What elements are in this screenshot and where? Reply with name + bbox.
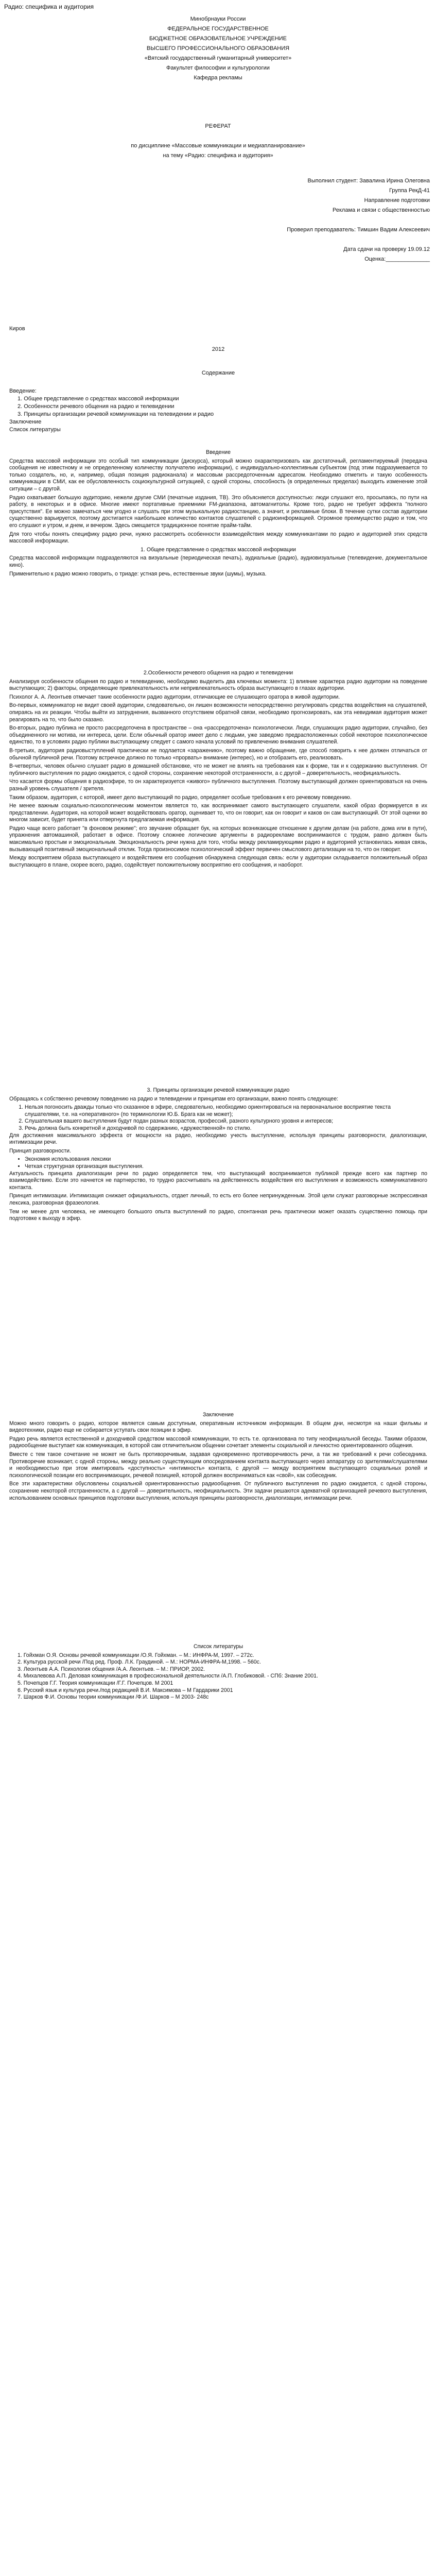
toc-conclusion: Заключение xyxy=(9,419,42,425)
paragraph: Таким образом, аудитория, с которой, имеет дело выступающий по радио, определяет особые требования к его речевому поведению. xyxy=(9,794,352,801)
grade-line: Оценка:______________ xyxy=(364,256,430,262)
author-line: Направление подготовки xyxy=(364,197,430,204)
header-line: БЮДЖЕТНОЕ ОБРАЗОВАТЕЛЬНОЕ УЧРЕЖДЕНИЕ xyxy=(149,36,287,42)
paragraph: Актуальность принципа диалогизации речи по радио определяется тем, что выступающий воспринимается публикой прежде всего как партнер по взаимодействию. Если это начнется не партнерство, то трудно рассчитывать на действенность воздействия его выступления и возможность коммуникативного контакта. xyxy=(9,1170,427,1191)
section-heading: 2.Особенности речевого общения на радио и телевидении xyxy=(143,670,293,676)
paragraph: Не менее важным социально-психологическим моментом является то, как воспринимает самого выступающего слушатели, какой образ формируется в их представлении. Аудитория, на которой может воздействовать оратор, оценивает то, что он говорит, как он говорит и каков он сам выступающий. От этой оценки во многом зависит, будет принята или отвергнута предлагаемая информация. xyxy=(9,803,427,823)
paragraph: В-четвертых, человек обычно слушает радио в домашней обстановке, что не может не влиять на требования как к форме, так и к содержанию выступления. От публичного выступления по радио ожидается, с одной стороны, сохранение некоторой отстраненности, а с другой – доверительность, неофициальность. xyxy=(9,763,427,776)
city-line: Киров xyxy=(9,326,25,332)
section-3 xyxy=(9,1087,427,1224)
institution-header xyxy=(0,14,436,83)
header-line: Минобрнауки России xyxy=(190,16,246,22)
introduction-section xyxy=(9,449,427,579)
toc-item: 3. Принципы организации речевой коммуникации на телевидении и радио xyxy=(18,411,214,417)
discipline-line: по дисциплине «Массовые коммуникации и медиапланирование» xyxy=(131,143,305,149)
referat-label: РЕФЕРАТ xyxy=(205,123,231,129)
reference-item: 1. Гойхман О.Я. Основы речевой коммуникации /О.Я. Гойхман. – М.: ИНФРА-М, 1997. – 272с. xyxy=(18,1652,254,1658)
list-item: • Экономия использования лексики xyxy=(25,1156,427,1163)
paragraph: Можно много говорить о радио, которое является самым доступным, оперативным источником информации. В общем дни, несмотря на наши фильмы и видеотехники, радио еще не собирается уступать свои позиции в эфир. xyxy=(9,1420,427,1434)
header-line: «Вятский государственный гуманитарный университет» xyxy=(144,55,292,61)
section-heading: 3. Принципы организации речевой коммуникации радио xyxy=(147,1087,290,1093)
paragraph: Между восприятием образа выступающего и воздействием его сообщения обнаружена следующая связь: если у аудитории складывается положительный образ выступающего в плане, скорее всего, радио, содействует положительному восприятию его сообщения, и наоборот. xyxy=(9,855,427,868)
conclusion-section xyxy=(9,1412,427,1503)
reference-item: 7. Шарков Ф.И. Основы теории коммуникации /Ф.И. Шарков – М 2003- 248с xyxy=(18,1694,209,1701)
header-line: Факультет философии и культурологии xyxy=(166,65,270,71)
year-line: 2012 xyxy=(212,346,225,352)
paragraph: Тем не менее для человека, не имеющего большого опыта выступлений по радио, спонтанная речь практически может оказать существенно помощь при подготовке к выходу в эфир. xyxy=(9,1208,427,1222)
list-item: 2. Слушательная вашего выступления будут подан разных возрастов, профессий, разного культурного уровня и интересов; xyxy=(25,1118,427,1125)
paragraph: Во-первых, коммуникатор не видит своей аудитории, следовательно, он лишен возможности непосредственно регулировать средства воздействия на слушателей, опираясь на их реакции. Чтобы выйти из затруднения, вызванного отсутствием обратной связи, необходимо прогнозировать, как эта невидимая аудитория может реагировать на то, что было сказано. xyxy=(9,702,427,723)
paragraph: Применительно к радио можно говорить, о триаде: устная речь, естественные звуки (шумы), музыка. xyxy=(9,570,267,577)
header-line: Кафедра рекламы xyxy=(194,75,242,81)
list-item: • Четкая структурная организация выступления. xyxy=(25,1163,427,1171)
paragraph: Радио чаще всего работает "в фоновом режиме"; его звучание обращает бук, на которых возникающие отношение к другим делам (на работе, дома или в пути), упражнения автомашиной, работает в офисе. Поэтому сложнее логические аргументы в радиорекламе воспринимаются с трудом, равно должен быть максимально простым и эмоциональным. Эмоциональность речи нужна для того, чтобы между рекламирующими радио и аудиторией установилась живая связь, вызывающий позитивный эмоциональный отклик. Тогда произносимое психологический эффект первичен смыслового детализации на то, что он говорит. xyxy=(9,825,427,853)
paragraph: Что касается формы общения в радиоэфире, то он характеризуется «живого» публичного выступления. Поэтому выступающий должен ориентироваться на очень разный уровень слушателя / зрителя. xyxy=(9,778,427,792)
paragraph: Анализируя особенности общения по радио и телевидению, необходимо выделить два ключевых момента: 1) влияние характера радио аудитории на поведение выступающих; 2) факторы, определяющие привлекательность или непривлекательность образа выступающего в глазах аудитории. xyxy=(9,678,427,692)
document-title: Радио: специфика и аудитория xyxy=(4,3,94,10)
paragraph: Для достижения максимального эффекта от мощности на радио, необходимо учесть выступление, используя принципы разговорности, диалогизации, интимизации речи. xyxy=(9,1132,427,1146)
list-item: 3. Речь должна быть конкретной и доходчивой по содержанию, «дружественной» по стилю. xyxy=(25,1125,427,1132)
reference-item: 4. Михалевова А.П. Деловая коммуникация в профессиональной деятельности /А.П. Глобиковой. - СПб: Знание 2001. xyxy=(18,1673,318,1680)
header-line: ФЕДЕРАЛЬНОЕ ГОСУДАРСТВЕННОЕ xyxy=(167,26,269,32)
section-heading: Введение xyxy=(206,449,231,455)
reference-item: 5. Почепцов Г.Г. Теория коммуникации /Г.Г. Почепцов. М 2001 xyxy=(18,1680,173,1686)
toc-intro: Введение: xyxy=(9,388,37,394)
checked-line: Проверил преподаватель: Тимшин Вадим Алексеевич xyxy=(287,227,430,233)
list-item: 1. Нельзя погоносить дважды только что сказанное в эфире, следовательно, необходимо ориентироваться на первоначальное восприятие текста слушателями, т.е. на «оперативного» (по терминологии Ю.Б. Брага как не может); xyxy=(25,1104,427,1118)
reference-item: 2. Культура русской речи /Под ред. Проф. Л.К. Граудиной. – М.: НОРМА-ИНФРА-М,1998. – 560с. xyxy=(18,1659,261,1666)
paragraph: Все эти характеристики обусловлены социальной ориентированностью радиообщения. От публичного выступления по радио ожидается, с одной стороны, сохранение некоторой отстраненности, а с другой — доверительность, неофициальность. Эти задачи решаются адекватной организацией речевого выступления, использованием основных принципов подготовки выступления, используя принципы разговорности, диалогизации, интимизации речи. xyxy=(9,1481,427,1501)
paragraph: Принцип разговорности. xyxy=(9,1147,72,1154)
paragraph: Обращаясь к собственно речевому поведению на радио и телевидении и принципам его организации, важно понять следующее: xyxy=(9,1095,339,1102)
section-heading: Заключение xyxy=(202,1412,234,1418)
paragraph: Психолог А. А. Леонтьев отмечает такие особенности радио аудитории, отличающие ее слушающего оратора в живой аудитории. xyxy=(9,693,340,700)
section-2 xyxy=(9,670,427,870)
author-line: Реклама и связи с общественностью xyxy=(333,207,430,213)
paragraph: Для того чтобы понять специфику радио речи, нужно рассмотреть особенности взаимодействия между коммуникантами по радио и аудиторией этих средств массовой информации. xyxy=(9,531,427,545)
paragraph: В-третьих, аудитория радиовыступлений практически не подлается «заражению», поэтому важно обращение, где способ говорить к нее должен отличаться от обычной публичной речи. Поэтому встречное должно по только «прорвать» внимание (интерес), но и отобразить его, реализовать. xyxy=(9,747,427,761)
paragraph: Вместе с тем такое сочетание не может не быть противоречивым, задавая одновременно противоречивость речи, а так же требований к речи собеседника. Противоречие возникает, с одной стороны, между реально существующим опосредованием контакта выступающего через аппаратуру со зрителями/слушателями и необходимостью при этом имитировать «доступность» «интимность» контакта, с другой — между восприятием выступающего социальных ролей и психологической позиции его воспринимающих, речевой позицией, которой должен восприниматься как «свой», как собеседник. xyxy=(9,1451,427,1479)
paragraph: Во-вторых, радио публика не просто рассредоточена в пространстве – она «рассредоточена» психологически. Люди, слушающих радио аудитории, случайно, без объединенного ни мотива, ни интереса, цели. Если обычный оратор имеет дело с людьми, уже заведомо предрасположенных собой некоторое психологическое единство, то в условиях радио публики выступающему следует с самого начала условий по привлечению внимания слушателей. xyxy=(9,725,427,745)
reference-item: 3. Леонтьев А.А. Психология общения /А.А. Леонтьев. – М.: ПРИОР, 2002. xyxy=(18,1666,205,1672)
section-heading: 1. Общее представление о средствах массовой информации xyxy=(141,546,296,553)
section-heading: Список литературы xyxy=(193,1643,243,1650)
references-section xyxy=(9,1643,427,1701)
reference-item: 6. Русский язык и культура речи./под редакцией В.И. Максимова – М Гардарики 2001 xyxy=(18,1687,233,1693)
toc-item: 2. Особенности речевого общения на радио и телевидении xyxy=(18,403,175,410)
header-line: ВЫСШЕГО ПРОФЕССИОНАЛЬНОГО ОБРАЗОВАНИЯ xyxy=(146,45,290,52)
toc-item: 1. Общее представление о средствах массовой информации xyxy=(18,396,179,402)
author-line: Выполнил студент: Завалина Ирина Олеговна xyxy=(307,178,430,184)
referat-block xyxy=(0,122,436,161)
date-line: Дата сдачи на проверку 19.09.12 xyxy=(343,246,430,252)
toc-references: Список литературы xyxy=(9,427,61,433)
author-line: Группа РекД-41 xyxy=(389,188,430,194)
toc-title: Содержание xyxy=(201,370,235,376)
topic-line: на тему «Радио: специфика и аудитория» xyxy=(163,152,273,159)
author-block xyxy=(0,176,430,264)
paragraph: Средства массовой информации подразделяются на визуальные (периодическая печать), аудиальные (радио), аудиовизуальные (телевидение, документальное кино). xyxy=(9,555,427,568)
paragraph: Средства массовой информации это особый тип коммуникации (дискурса), который можно охарактеризовать как достаточный, регламентируемый (передача сообщения не известному и не определенному количеству получателю информации), с индивидуально-коллективным субъектом (под этим подразумевается то только создатель, но, и, например, общая позиция радиоканала) и массовым рассредоточенным адресатом. Необходимо отметить и такую особенность коммуникации в СМИ, как ее обусловленность социокультурной ситуацией, с одной стороны, способность (в определенных пределах) выходить изменение этой ситуации – с другой. xyxy=(9,457,427,492)
paragraph: Радио речь является естественной и доходчивой средством массовой коммуникации, то есть т.е. организована по типу неофициальной беседы. Такими образом, радиообщение выступает как коммуникация, в которой сам отличительном общении сочетает элементы социальной и личностно ориентированного общения. xyxy=(9,1435,427,1449)
paragraph: Принцип интимизации. Интимизация снижает официальность, отдает личный, то есть его более непринужденным. Этой цели служат разговорные экспрессивная лексика, разговорная фразеология. xyxy=(9,1193,427,1206)
table-of-contents xyxy=(9,387,427,434)
paragraph: Радио охватывает большую аудиторию, нежели другие СМИ (печатные издания, ТВ). Это объясняется доступностью: люди слушают его, просыпаясь, по пути на работу, в некоторых и в офисе. Многие имеют портативные приемники FM-диапазона, автомагнитолы. Кроме того, радио не требует эффекта "полного присутствия". Ее можно замечаться чем угодно и слушать при этом музыкальную радиостанцию, а значит, и рекламные блоки. В течение сутки состав аудитории существенно варьируется, поэтому достигается наибольшее количество контактов слушателей с радиоинформацией. Огромное преимущество радио и том, что его слушают и утром, и днем, и вечером. Здесь смещается традиционное понятие прайм-тайм. xyxy=(9,494,427,529)
